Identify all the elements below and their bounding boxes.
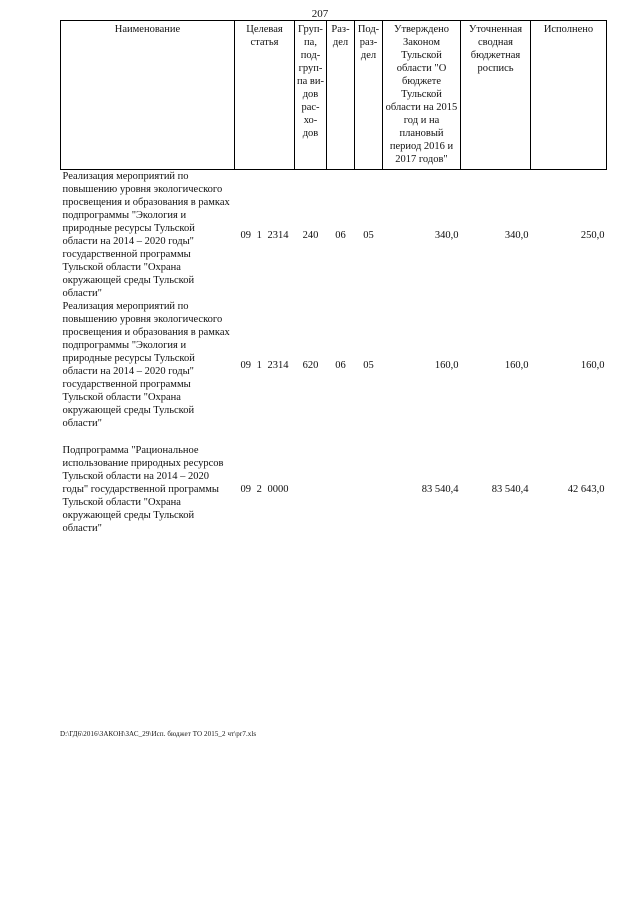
- header-target-article: Целевая статья: [235, 21, 295, 170]
- table-row: [61, 444, 607, 535]
- file-path-footer: D:\ГД6\2016\ЗАКОН\ЗАС_29\Исп. бюджет ТО 2015_2 чт\pr7.xls: [60, 730, 257, 738]
- row-subsection: 05: [363, 359, 374, 371]
- row-refined: 340,0: [504, 229, 529, 241]
- row-name: Подпрограмма "Рациональное использование природных ресурсов Тульской области на 2014 – 2020 годы" государственной программы Тульской области "Охрана окружающей среды Тульской области": [62, 445, 224, 534]
- row-target-article: 09 2 0000: [240, 484, 289, 495]
- row-approved: 83 540,4: [421, 484, 459, 495]
- header-subsection: Под-раз-дел: [355, 21, 383, 170]
- table-row: [61, 300, 607, 430]
- row-subsection: 05: [363, 229, 374, 241]
- row-executed: 42 643,0: [567, 484, 605, 495]
- row-subsection: [355, 444, 383, 535]
- row-spacer: [61, 430, 607, 444]
- row-refined: 160,0: [504, 359, 529, 371]
- header-refined: Уточненная сводная бюджетная роспись: [461, 21, 531, 170]
- header-row: [61, 21, 607, 170]
- row-section: [327, 444, 355, 535]
- row-expense-group: [295, 444, 327, 535]
- header-approved: Утверждено Законом Тульской области "О бюджете Тульской области на 2015 год и на плановый период 2016 и 2017 годов": [383, 21, 461, 170]
- page-number: 207: [311, 8, 329, 20]
- header-name: Наименование: [61, 21, 235, 170]
- row-name: Реализация мероприятий по повышению уровня экологического просвещения и образования в рамках подпрограммы "Экология и природные ресурсы Тульской области на 2014 – 2020 годы" государственной программы Тульской области "Охрана окружающей среды Тульской области": [62, 301, 230, 429]
- row-section: 06: [335, 359, 346, 371]
- row-approved: 340,0: [434, 229, 459, 241]
- table-row: [61, 170, 607, 301]
- row-executed: 250,0: [580, 229, 605, 241]
- row-expense-group: 620: [302, 359, 319, 371]
- row-executed: 160,0: [580, 359, 605, 371]
- row-approved: 160,0: [434, 359, 459, 371]
- row-refined: 83 540,4: [491, 484, 529, 495]
- row-target-article: 09 1 2314: [240, 359, 289, 371]
- budget-execution-table: [60, 20, 607, 535]
- header-executed: Исполнено: [531, 21, 607, 170]
- header-section: Раз-дел: [327, 21, 355, 170]
- row-expense-group: 240: [302, 229, 319, 241]
- row-target-article: 09 1 2314: [240, 229, 289, 241]
- row-section: 06: [335, 229, 346, 241]
- row-name: Реализация мероприятий по повышению уровня экологического просвещения и образования в рамках подпрограммы "Экология и природные ресурсы Тульской области на 2014 – 2020 годы" государственной программы Тульской области "Охрана окружающей среды Тульской области": [62, 171, 230, 299]
- header-expense-group: Груп-па, под-груп-па ви-дов рас-хо-дов: [295, 21, 327, 170]
